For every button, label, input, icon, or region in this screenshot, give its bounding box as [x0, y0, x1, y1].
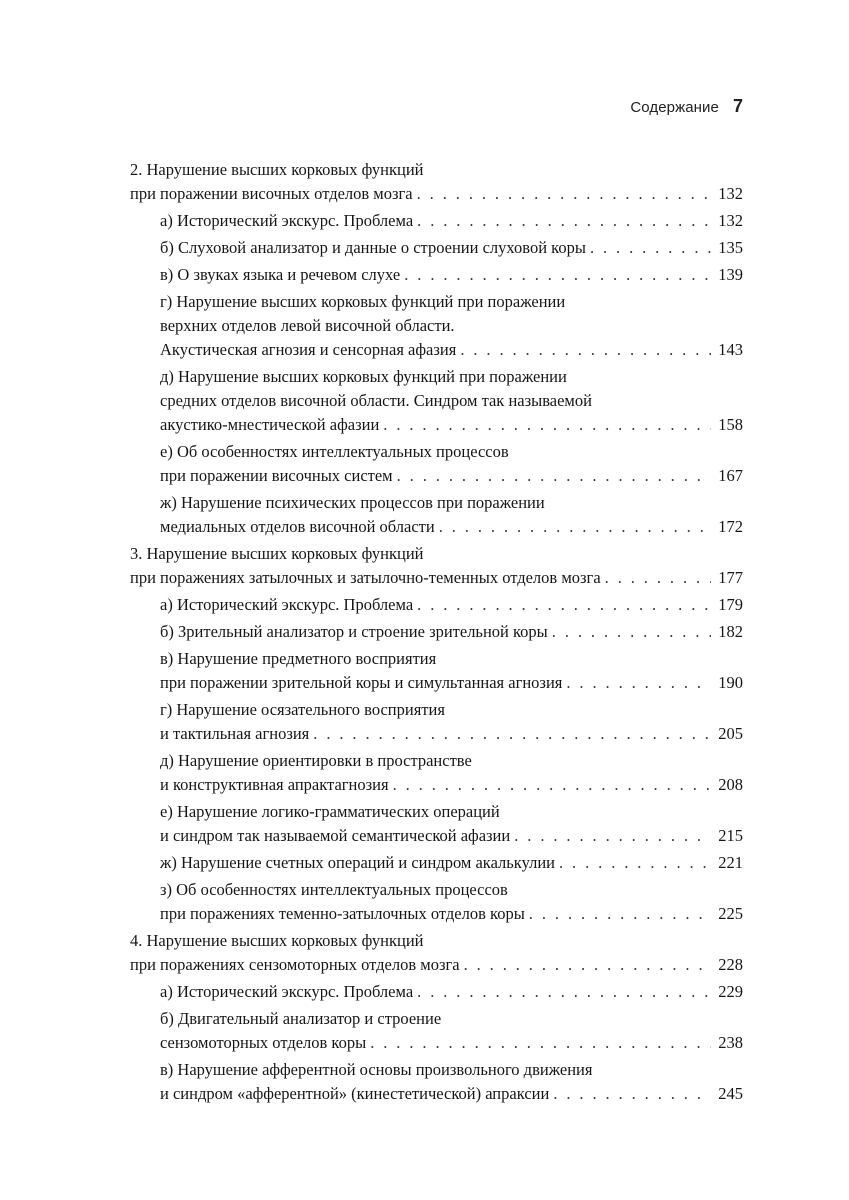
dot-leader [417, 182, 711, 206]
toc-page-number: 182 [718, 622, 743, 641]
toc-entry-text: и конструктивная апрактагнозия [160, 775, 389, 794]
toc-subsection-entry [160, 209, 743, 233]
dot-leader [370, 1031, 711, 1055]
toc-entry-line [160, 440, 743, 464]
toc-subsection-entry [160, 698, 743, 746]
dot-leader [383, 413, 711, 437]
toc-subsection-entry [160, 749, 743, 797]
toc-subsection-entry [160, 593, 743, 617]
toc-entry-line [160, 389, 743, 413]
toc-page-number: 177 [718, 568, 743, 587]
toc-page-number: 215 [718, 826, 743, 845]
toc-entry-text: а) Исторический экскурс. Проблема [160, 211, 414, 230]
toc-page-number: 167 [718, 466, 743, 485]
dot-leader [417, 980, 711, 1004]
toc-entry-line [160, 1031, 743, 1055]
toc-entry-line [160, 314, 743, 338]
toc-entry-text: в) Нарушение предметного восприятия [160, 649, 437, 668]
toc-entry-text: и синдром так называемой семантической афазии [160, 826, 511, 845]
toc-entry-text: б) Слуховой анализатор и данные о строении слуховой коры [160, 238, 586, 257]
toc-entry-text: при поражениях затылочных и затылочно-теменных отделов мозга [130, 568, 601, 587]
toc-entry-line [160, 851, 743, 875]
toc-subsection-entry [160, 365, 743, 437]
toc-page-number: 208 [718, 775, 743, 794]
toc-entry-text: средних отделов височной области. Синдром так называемой [160, 391, 592, 410]
toc-entry-text: верхних отделов левой височной области. [160, 316, 455, 335]
toc-entry-line [160, 749, 743, 773]
toc-entry-text: г) Нарушение высших корковых функций при поражении [160, 292, 566, 311]
toc-entry-line [130, 158, 743, 182]
toc-subsection-entry [160, 620, 743, 644]
toc-page-number: 221 [718, 853, 743, 872]
toc-entry-line [130, 182, 743, 206]
toc-entry-line [160, 413, 743, 437]
toc-entry-text: в) Нарушение афферентной основы произвольного движения [160, 1060, 593, 1079]
toc-section-entry [130, 542, 743, 590]
dot-leader [393, 773, 711, 797]
toc-subsection-entry [160, 1007, 743, 1055]
toc-entry-text: при поражении височных отделов мозга [130, 184, 413, 203]
toc-entry-line [160, 338, 743, 362]
toc-subsection-entry [160, 1058, 743, 1106]
toc-subsection-entry [160, 800, 743, 848]
toc-subsection-entry [160, 851, 743, 875]
toc-subsection-entry [160, 440, 743, 488]
toc-entry-text: е) Нарушение логико-грамматических операций [160, 802, 500, 821]
toc-page-number: 238 [718, 1033, 743, 1052]
toc-page-number: 135 [718, 238, 743, 257]
toc-entry-text: д) Нарушение ориентировки в пространстве [160, 751, 472, 770]
dot-leader [590, 236, 711, 260]
toc-subsection-entry [160, 878, 743, 926]
toc-entry-text: в) О звуках языка и речевом слухе [160, 265, 401, 284]
toc-entry-line [160, 773, 743, 797]
toc-entry-text: ж) Нарушение счетных операций и синдром акалькулии [160, 853, 555, 872]
toc-page-number: 205 [718, 724, 743, 743]
dot-leader [559, 851, 711, 875]
toc-page-number: 139 [718, 265, 743, 284]
toc-section-entry [130, 158, 743, 206]
toc-page-number: 225 [718, 904, 743, 923]
toc-entry-line [160, 236, 743, 260]
toc-entry-text: а) Исторический экскурс. Проблема [160, 982, 414, 1001]
toc-entry-text: при поражениях теменно-затылочных отделов коры [160, 904, 525, 923]
toc-subsection-entry [160, 236, 743, 260]
page-number: 7 [732, 96, 743, 116]
toc-entry-text: ж) Нарушение психических процессов при поражении [160, 493, 545, 512]
toc-entry-text: д) Нарушение высших корковых функций при поражении [160, 367, 567, 386]
dot-leader [404, 263, 711, 287]
running-header-title: Содержание [630, 99, 719, 116]
dot-leader [417, 593, 711, 617]
toc-section-entry [130, 929, 743, 977]
toc-entry-text: з) Об особенностях интеллектуальных процессов [160, 880, 508, 899]
toc-page-number: 190 [718, 673, 743, 692]
toc-entry-line [160, 722, 743, 746]
toc-entry-line [160, 1058, 743, 1082]
running-header [630, 96, 743, 128]
toc-entry-text: при поражении зрительной коры и симультанная агнозия [160, 673, 563, 692]
toc-entry-line [160, 593, 743, 617]
toc-subsection-entry [160, 647, 743, 695]
dot-leader [514, 824, 711, 848]
toc-entry-line [160, 1082, 743, 1106]
toc-entry-line [130, 566, 743, 590]
toc-entry-text: б) Зрительный анализатор и строение зрительной коры [160, 622, 548, 641]
toc-entry-text: 3. Нарушение высших корковых функций [130, 544, 424, 563]
toc-page-number: 158 [718, 415, 743, 434]
toc-subsection-entry [160, 980, 743, 1004]
toc-entry-line [160, 878, 743, 902]
dot-leader [566, 671, 711, 695]
toc-entry-text: а) Исторический экскурс. Проблема [160, 595, 414, 614]
toc-subsection-entry [160, 263, 743, 287]
toc-entry-line [160, 671, 743, 695]
toc-page-number: 229 [718, 982, 743, 1001]
toc-subsection-entry [160, 491, 743, 539]
toc-entry-line [160, 980, 743, 1004]
dot-leader [553, 1082, 711, 1106]
toc-entry-text: при поражениях сензомоторных отделов мозга [130, 955, 460, 974]
toc-entry-line [160, 515, 743, 539]
toc-page-number: 228 [718, 955, 743, 974]
dot-leader [464, 953, 711, 977]
dot-leader [529, 902, 711, 926]
toc-page-number: 132 [718, 184, 743, 203]
toc-entry-line [130, 929, 743, 953]
toc-entry-text: 2. Нарушение высших корковых функций [130, 160, 424, 179]
toc-page-number: 132 [718, 211, 743, 230]
dot-leader [605, 566, 711, 590]
toc-entry-text: г) Нарушение осязательного восприятия [160, 700, 445, 719]
toc-subsection-entry [160, 290, 743, 362]
toc-entry-line [160, 800, 743, 824]
toc-entry-text: 4. Нарушение высших корковых функций [130, 931, 424, 950]
toc-entry-line [160, 620, 743, 644]
toc-entry-text: и синдром «афферентной» (кинестетической) апраксии [160, 1084, 550, 1103]
toc-page-number: 143 [718, 340, 743, 359]
dot-leader [397, 464, 711, 488]
toc-entry-line [130, 953, 743, 977]
dot-leader [439, 515, 711, 539]
toc-entry-line [160, 1007, 743, 1031]
toc-entry-line [160, 290, 743, 314]
toc-entry-line [160, 491, 743, 515]
toc-entry-line [160, 824, 743, 848]
toc-entry-text: б) Двигательный анализатор и строение [160, 1009, 442, 1028]
toc-entry-line [160, 209, 743, 233]
toc-entry-line [160, 365, 743, 389]
toc-entry-line [130, 542, 743, 566]
dot-leader [313, 722, 711, 746]
toc-entry-text: Акустическая агнозия и сенсорная афазия [160, 340, 457, 359]
table-of-contents [130, 158, 743, 1109]
toc-entry-text: медиальных отделов височной области [160, 517, 435, 536]
toc-entry-text: сензомоторных отделов коры [160, 1033, 367, 1052]
toc-entry-line [160, 698, 743, 722]
dot-leader [417, 209, 711, 233]
toc-entry-line [160, 263, 743, 287]
toc-entry-text: и тактильная агнозия [160, 724, 310, 743]
toc-entry-text: при поражении височных систем [160, 466, 393, 485]
toc-entry-line [160, 464, 743, 488]
toc-entry-line [160, 902, 743, 926]
toc-page-number: 172 [718, 517, 743, 536]
toc-entry-text: акустико-мнестической афазии [160, 415, 380, 434]
dot-leader [460, 338, 711, 362]
toc-page-number: 179 [718, 595, 743, 614]
toc-entry-text: е) Об особенностях интеллектуальных процессов [160, 442, 509, 461]
dot-leader [552, 620, 711, 644]
toc-entry-line [160, 647, 743, 671]
toc-page-number: 245 [718, 1084, 743, 1103]
